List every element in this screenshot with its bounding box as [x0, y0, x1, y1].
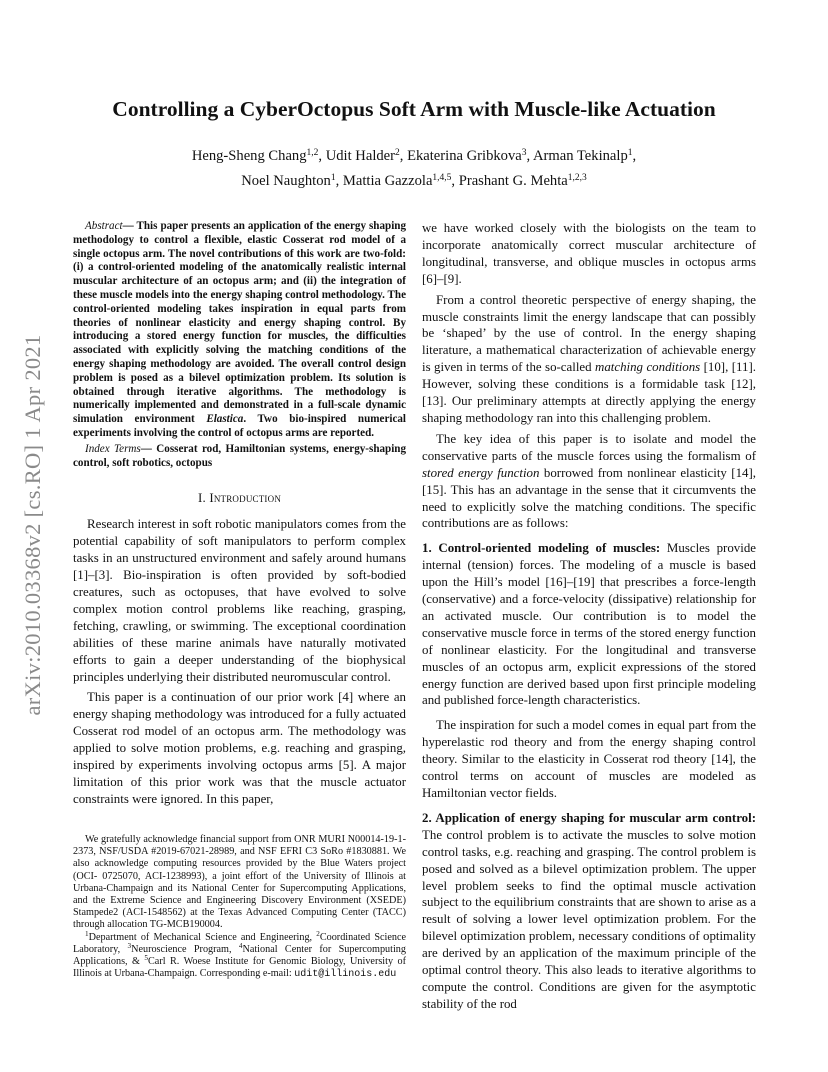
author: Arman Tekinalp$^1$, [533, 148, 637, 164]
contribution-2: 2. Application of energy shaping for muscular arm control: The control problem is to activate the muscles to solve motion control tasks, e.g. reaching and grasping. The control problem is posed and solved as a bilevel optimization problem. The upper level problem seeks to find the optimal muscle activation subject to the equilibrium constraints that are shown to arise as a result of solving a lower level optimization problem. For the bilevel optimization problem, necessary conditions of optimality are derived by an application of the maximum principle of the optimal control theory. This also leads to iterative algorithms to compute the control. Conditions are given for the asymptotic stability of the rod [422, 810, 756, 1011]
author: Ekaterina Gribkova$^3$, [407, 148, 533, 164]
author: Heng-Sheng Chang$^{1,2}$, [191, 148, 326, 164]
contact-email[interactable]: udit@illinois.edu [294, 969, 397, 981]
right-paragraph-3: The key idea of this paper is to isolate and model the conservative parts of the muscle forces using the formalism of stored energy function borrowed from nonlinear elasticity [14], [15]. This has an advantage in the sense that it circumvents the need to explicitly solve the matching conditions. The specific contributions are as follows: [422, 431, 756, 531]
author-line-1 [90, 144, 738, 169]
abstract-label: Abstract [85, 220, 123, 232]
contribution-2-heading: 2. Application of energy shaping for muscular arm control: [422, 810, 756, 825]
paper-title: Controlling a CyberOctopus Soft Arm with Muscle-like Actuation [112, 97, 716, 121]
footnote-acknowledgment: We gratefully acknowledge financial support from ONR MURI N00014-19-1-2373, NSF/USDA #2019-67021-28989, and NSF EFRI C3 SoRo #1830881. We also acknowledge computing resources provided by the Blue Waters project (OCI- 0725070, ACI-1238993), a joint effort of the University of Illinois at Urbana-Champaign and its National Center for Supercomputing Applications, and the Extreme Science and Engineering Discovery Environment (XSEDE) Stampede2 (ACI-1548562) at the Texas Advanced Computing Center (TACC) through allocation TG-MCB190004. [73, 834, 406, 931]
index-terms-label: Index Terms [85, 442, 141, 455]
left-column [73, 220, 406, 808]
author: Udit Halder$^2$, [325, 148, 408, 164]
contribution-1-heading: 1. Control-oriented modeling of muscles: [422, 541, 661, 556]
section-heading-introduction: I. Introduction [197, 491, 282, 506]
arxiv-side-stamp [10, 290, 56, 760]
right-column [422, 220, 756, 1013]
author: Mattia Gazzola$^{1,4,5}$, [342, 173, 459, 189]
right-paragraph-1: we have worked closely with the biologists on the team to incorporate anatomically correct muscular architecture of longitudinal, transverse, and oblique muscles in octopus arms [6]–[9]. [422, 221, 756, 286]
author: Noel Naughton$^1$, [241, 173, 343, 189]
index-terms: Index Terms— Cosserat rod, Hamiltonian systems, energy-shaping control, soft robotics, octopus [73, 442, 406, 469]
author: Prashant G. Mehta$^{1,2,3}$ [458, 173, 587, 189]
author-line-2 [90, 169, 738, 194]
right-paragraph-2: From a control theoretic perspective of energy shaping, the muscle constraints limit the energy landscape that can possibly be ‘shaped’ by the use of control. In the energy shaping literature, a mathematical characterization of achievable energy is given in terms of the so-called matching conditions [10], [11]. However, solving these conditions is a formidable task [12], [13]. Our preliminary attempts at directly applying the energy shaping methodology ran into this challenging problem. [422, 292, 756, 425]
right-paragraph-5: The inspiration for such a model comes in equal part from the hyperelastic rod theory and from the energy shaping control theory. Similar to the elasticity in Cosserat rod theory [14], the control terms on account of muscles are modeled as Hamiltonian vector fields. [422, 718, 756, 800]
abstract: Abstract— This paper presents an application of the energy shaping methodology to control a flexible, elastic Cosserat rod model of a single octopus arm. The novel contributions of this work are two-fold: (i) a control-oriented modeling of the anatomically realistic internal muscular architecture of an octopus arm; and (ii) the integration of these muscle models into the energy shaping control methodology. The control-oriented modeling takes inspiration in equal parts from theories of nonlinear elasticity and energy shaping control. By introducing a stored energy function for muscles, the difficulties associated with explicitly solving the matching conditions of the energy shaping methodology are avoided. The overall control design problem is posed as a bilevel optimization problem. Its solution is obtained through iterative algorithms. The methodology is numerically implemented and demonstrated in a full-scale dynamic simulation environment Elastica. Two bio-inspired numerical experiments involving the control of octopus arms are reported. [73, 220, 407, 439]
footnotes [73, 834, 406, 981]
intro-paragraph-1: Research interest in soft robotic manipulators comes from the potential capability of soft manipulators to perform complex tasks in an unstructured environment and safely around humans [1]–[3]. Bio-inspiration is often provided by soft-bodied creatures, such as octopuses, that have evolved to solve complex motion control problems like reaching, grasping, fetching, crawling, or swimming. The exceptional coordination abilities of these marine animals have naturally motivated efforts to gain a deeper understanding of the biophysical principles underlying their distributed neuromuscular control. [73, 517, 406, 684]
author-list [90, 144, 738, 194]
contribution-1: 1. Control-oriented modeling of muscles: Muscles provide internal (tension) forces. The modeling of a muscle is based upon the Hill’s model [16]–[19] that prescribes a force-length (conservative) and a force-velocity (dissipative) relationship for an activated muscle. Our contribution is to model the conservative muscle force in terms of the stored energy function of nonlinear elasticity. For the longitudinal and transverse muscles of an octopus arm, explicit expressions of the stored energy function are derived based upon first principle modeling and published force-length characteristics. [422, 541, 756, 708]
intro-paragraph-2: This paper is a continuation of our prior work [4] where an energy shaping methodology was introduced for a fully actuated Cosserat rod model of an octopus arm. The methodology was applied to solve motion problems, e.g. reaching and grasping, inspired by experiments involving octopus arms [5]. A major limitation of this prior work was that the muscle actuator constraints were ignored. In this paper, [73, 690, 406, 806]
footnote-affiliations: $^1$Department of Mechanical Science and Engineering, $^2$Coordinated Science Laboratory, $^3$Neuroscience Program, $^4$National Center for Supercomputing Applications, & $^5$Carl R. Woese Institute for Genomic Biology, University of Illinois at Urbana-Champaign. Corresponding e-mail: udit@illinois.edu [73, 929, 407, 981]
arxiv-identifier: arXiv:2010.03368v2 [cs.RO] 1 Apr 2021 [20, 334, 45, 716]
